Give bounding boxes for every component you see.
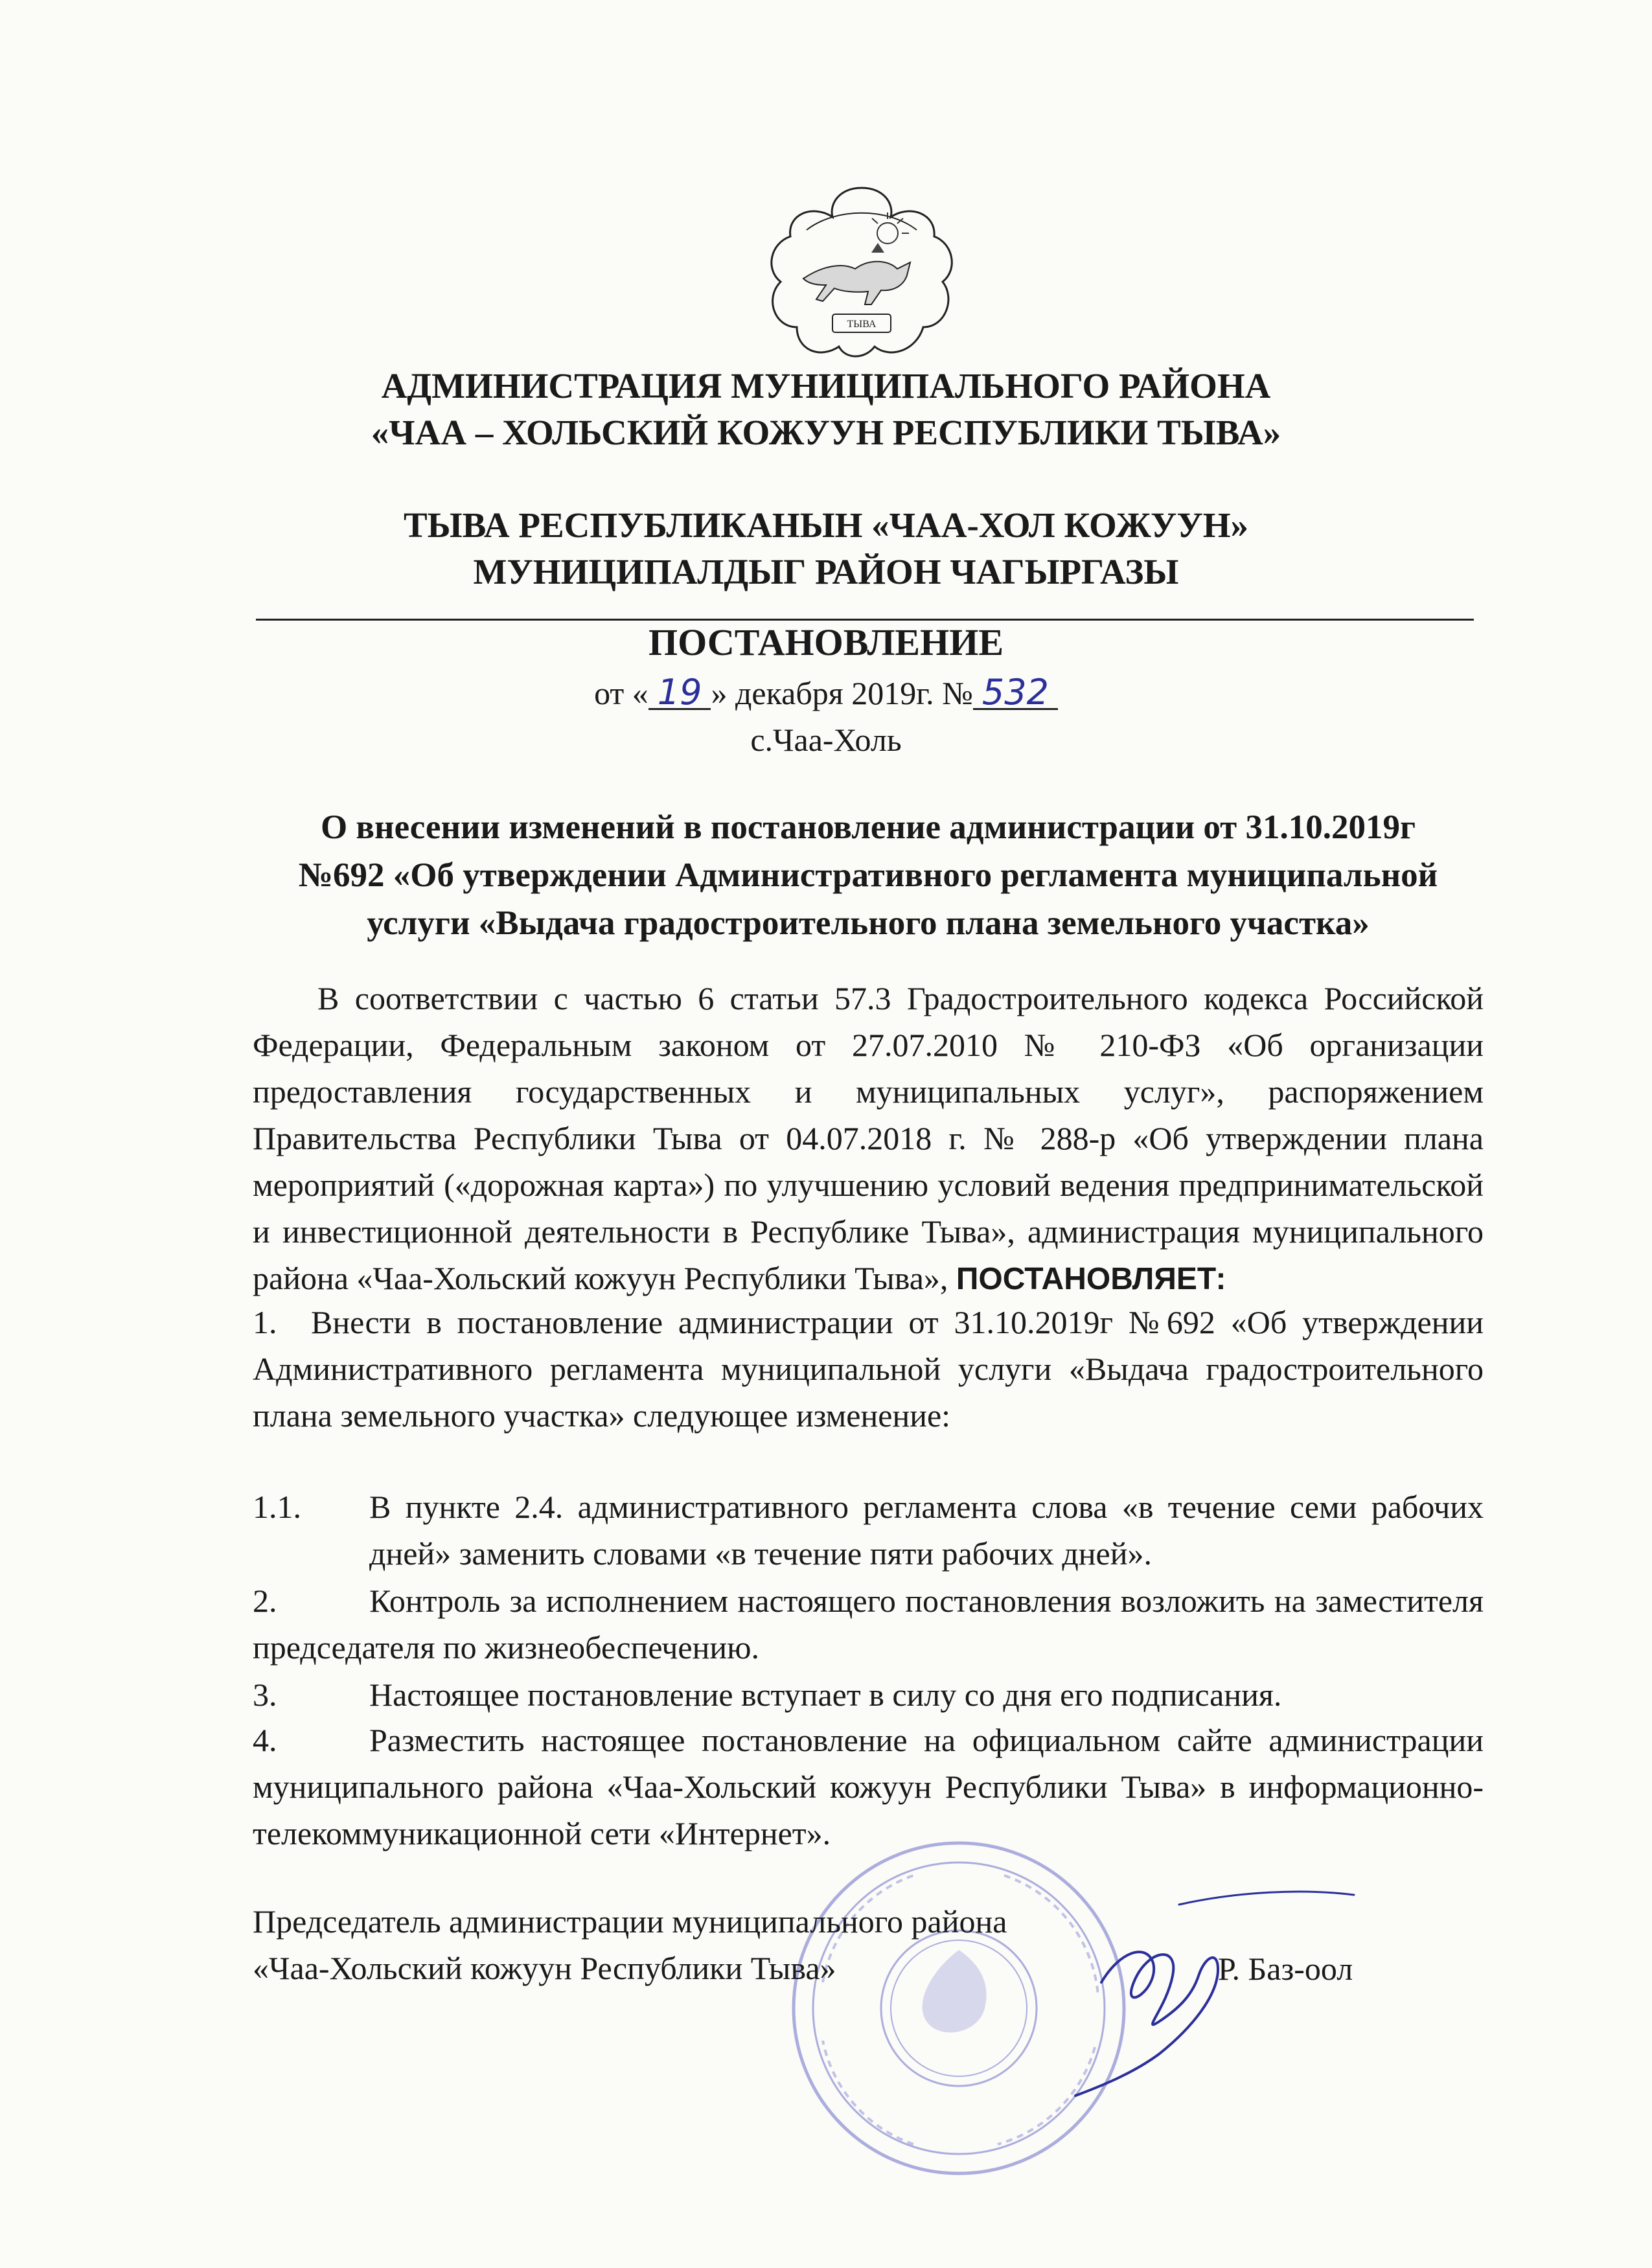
item-number: 2. (253, 1583, 277, 1619)
item-text: Контроль за исполнением настоящего постановления возложить на заместителя председателя по жизнеобеспечению. (253, 1583, 1484, 1666)
item-text-content: Внести в постановление администрации от 31.10.2019г №692 «Об утверждении Административного регламента муниципальной услуги «Выдача градостроительного плана земельного участка» следующее изменение: (253, 1304, 1484, 1434)
item-number: 1.1. (253, 1489, 301, 1525)
list-item (253, 1671, 1484, 1718)
item-number: 4. (253, 1722, 277, 1758)
list-item (253, 1577, 1484, 1671)
item-text: В пункте 2.4. административного регламента слова «в течение семи рабочих дней» заменить словами «в течение пяти рабочих дней». (369, 1489, 1484, 1572)
list-item (253, 1299, 1484, 1439)
item-number: 1. (253, 1304, 277, 1340)
doc-subject (246, 803, 1490, 947)
subject-line-3: услуги «Выдача градостроительного плана земельного участка» (367, 904, 1370, 942)
header-tyv (0, 502, 1652, 595)
header-line-1: АДМИНИСТРАЦИЯ МУНИЦИПАЛЬНОГО РАЙОНА (381, 366, 1271, 406)
item-text: Настоящее постановление вступает в силу со дня его подписания. (369, 1677, 1282, 1713)
header-line-3: ТЫВА РЕСПУБЛИКАНЫН «ЧАА-ХОЛ КОЖУУН» (403, 505, 1249, 545)
doc-title: ПОСТАНОВЛЕНИЕ (648, 621, 1004, 663)
preamble-text: В соответствии с частью 6 статьи 57.3 Градостроительного кодекса Российской Федерации, Федеральным законом от 27.07.2010 № 210-ФЗ «Об организации предоставления государственных и муниципальных услуг», распоряжением Правительства Республики Тыва от 04.07.2018 г. № 288-р «Об утверждении плана мероприятий («дорожная карта») по улучшению условий ведения предпринимательской и инвестиционной деятельности в Республике Тыва», администрация муниципального района «Чаа-Хольский кожуун Республики Тыва», (253, 980, 1484, 1296)
doc-dateline (0, 672, 1652, 714)
preamble-paragraph (253, 975, 1484, 1303)
item-text (253, 1299, 1484, 1439)
coat-of-arms-emblem (758, 181, 965, 366)
item-number: 3. (253, 1677, 277, 1713)
date-prefix: от « (594, 675, 648, 711)
date-suffix: » декабря 2019г. № (711, 675, 973, 711)
signatory-line-2: «Чаа-Хольский кожуун Республики Тыва» (253, 1950, 836, 1986)
svg-text:ТЫВА: ТЫВА (847, 319, 877, 330)
subject-line-2: №692 «Об утверждении Административного регламента муниципальной (298, 856, 1438, 894)
doc-number-handwritten: 532 (973, 677, 1058, 710)
header-line-4: МУНИЦИПАЛДЫГ РАЙОН ЧАГЫРГАЗЫ (473, 552, 1179, 591)
header-line-2: «ЧАА – ХОЛЬСКИЙ КОЖУУН РЕСПУБЛИКИ ТЫВА» (371, 413, 1281, 452)
date-day-handwritten: 19 (648, 677, 711, 710)
header-ru (0, 363, 1652, 456)
item-text: Разместить настоящее постановление на официальном сайте администрации муниципального района «Чаа-Хольский кожуун Республики Тыва» в информационно-телекоммуникационной сети «Интернет». (253, 1722, 1484, 1851)
signatory-line-1: Председатель администрации муниципального района (253, 1903, 1007, 1940)
subject-line-1: О внесении изменений в постановление администрации от 31.10.2019г (320, 808, 1416, 846)
decree-word: ПОСТАНОВЛЯЕТ: (956, 1262, 1226, 1296)
signatory-name: Р. Баз-оол (1218, 1951, 1353, 1987)
doc-place: с.Чаа-Холь (750, 722, 902, 758)
emblem-icon (758, 181, 965, 366)
signatory-position (253, 1898, 1007, 1991)
list-item (253, 1483, 1484, 1577)
